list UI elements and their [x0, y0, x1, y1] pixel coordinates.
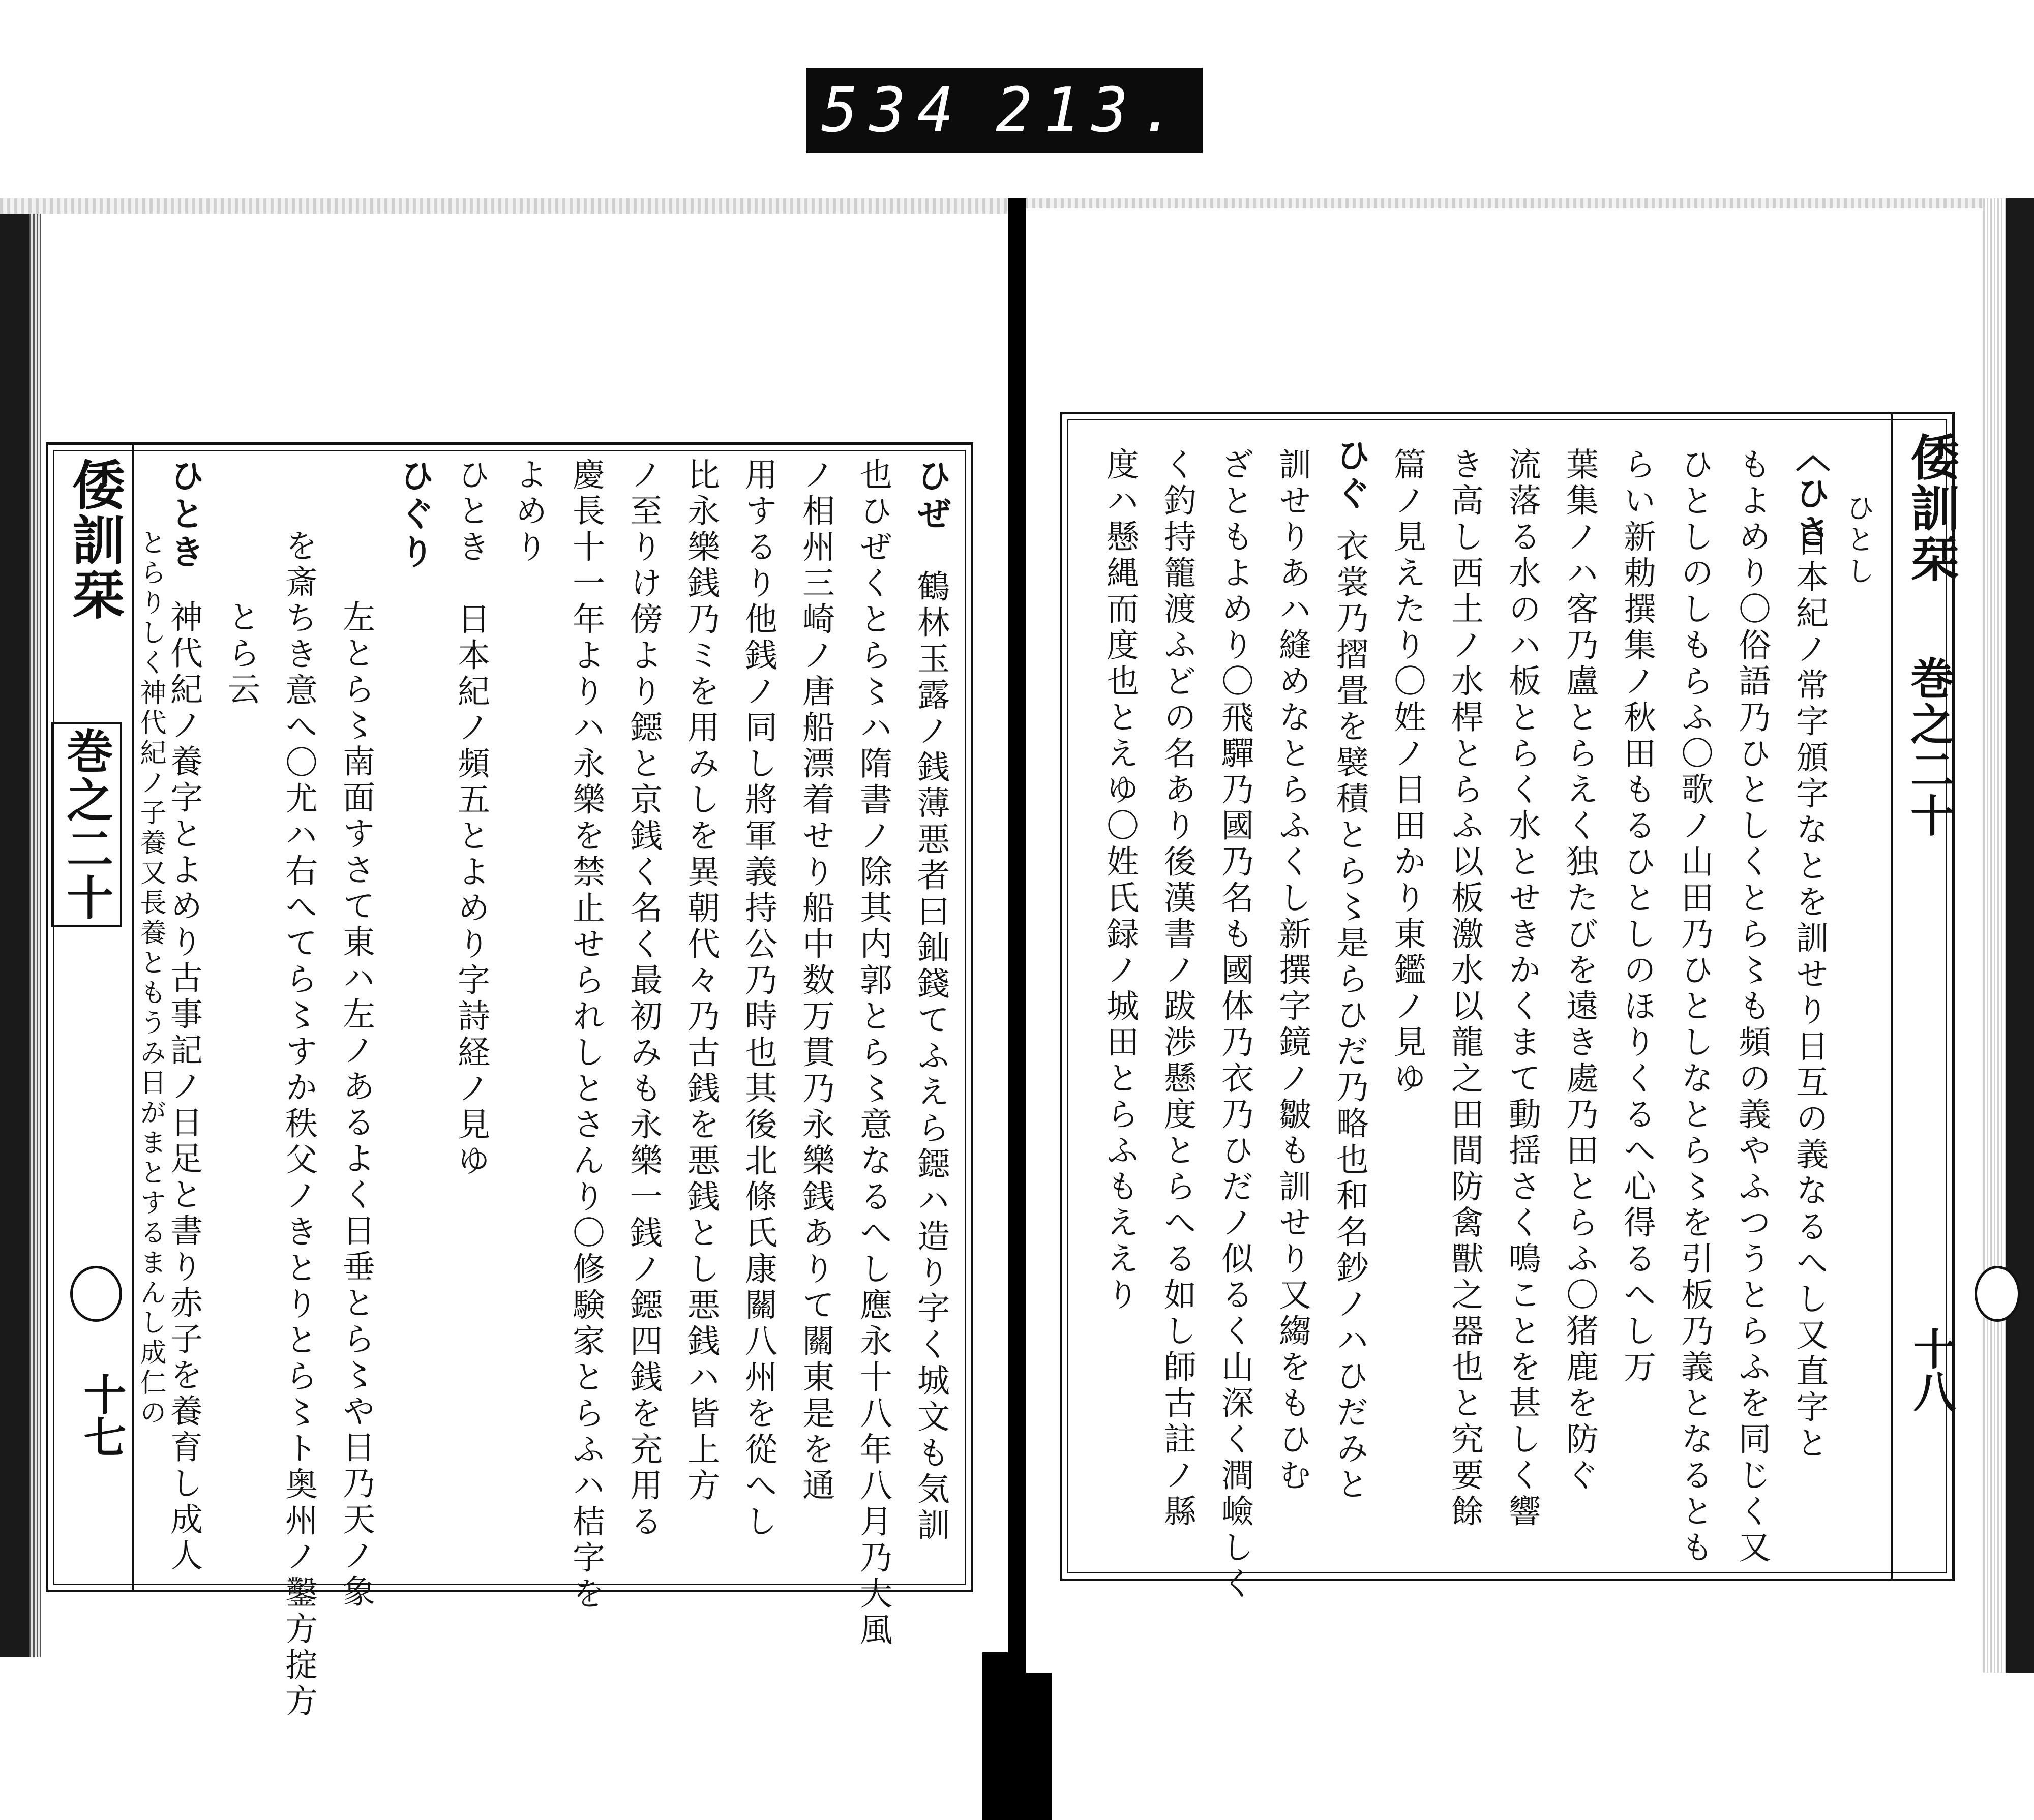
left-col-8: よめり — [510, 458, 547, 566]
left-col-10: ひぐり — [394, 458, 435, 572]
right-col-16: 度ハ懸縄而度也とえゆ〇姓氏録ノ城田とらふもええり — [1101, 447, 1139, 1314]
right-margin-title: 倭訓栞 — [1903, 432, 1960, 585]
right-col-4: もよめり〇俗語乃ひとしくとら〻も頻の義やふつうとらふを同じく又 — [1733, 447, 1771, 1566]
right-col-11: ひぐ — [1330, 437, 1371, 513]
left-col-1b: 鶴林玉露ノ銭薄悪者曰𨥉錢てふえら鐚ハ造り字く城文も気訓 — [912, 569, 949, 1544]
right-page-stack — [1983, 198, 2006, 1673]
left-page-number: 十七 — [77, 1373, 127, 1458]
left-binding-hole — [70, 1266, 122, 1322]
book-gutter — [1008, 198, 1026, 1678]
right-col-9: き高し西土ノ水桿とらふ以板激水以龍之田間防禽獸之器也と究要餘 — [1446, 447, 1483, 1530]
right-col-15: く釣持籠渡ふどの名あり後漢書ノ跋渉懸度とらへる如し師古註ノ縣 — [1158, 447, 1196, 1530]
book-spread — [0, 198, 2034, 1720]
right-col-10: 篇ノ見えたり〇姓ノ日田かり東鑑ノ見ゆ — [1388, 447, 1426, 1097]
right-binding-hole — [1975, 1266, 2020, 1322]
left-col-11: 左とら〻南面すさて東ハ左ノあるよく日垂とら〻や日乃天ノ象 — [337, 600, 375, 1611]
right-col-6: らい新勅撰集ノ秋田もるひとしのほりくるへ心得るへし万 — [1618, 447, 1656, 1386]
right-col-12: 衣裳乃摺畳を襞積とら〻是らひだ乃略也和名鈔ノハひだみと — [1331, 529, 1368, 1503]
left-col-12: を斎ちき意へ〇尤ハ右へてら〻すか秩父ノきとりとら〻ト奥州ノ鑿方掟方 — [280, 529, 317, 1720]
archive-number-left: 534 — [821, 75, 965, 146]
right-col-2: 〈ひさ — [1790, 437, 1831, 552]
right-col-7: 葉集ノハ客乃盧とらえく独たびを遠き處乃田とらふ〇猪鹿を防ぐ — [1561, 447, 1598, 1494]
left-col-16: とらりしく神代紀ノ子養又長養ともうみ日がまとするまんし成仁の — [135, 529, 166, 1429]
left-margin-title: 倭訓栞 — [63, 458, 126, 622]
archive-label — [806, 68, 1203, 153]
archive-number-right: 213. — [995, 75, 1187, 146]
right-col-8: 流落る水のハ板とらく水とせきかくまて動揺さく鳴ことを甚しく響 — [1503, 447, 1541, 1530]
left-col-13: とら云 — [222, 600, 260, 708]
right-page — [1026, 208, 1983, 1673]
gutter-tab — [982, 1652, 1052, 1820]
left-col-5: 比永樂銭乃ミを用みしを異朝代々乃古銭を悪銭とし悪銭ハ皆上方 — [682, 458, 720, 1504]
left-page — [41, 214, 1008, 1720]
right-col-13: 訓せりあハ縫めなとらふくし新撰字鏡ノ皺も訓せり又縐をもひむ — [1273, 447, 1311, 1494]
left-cover-edge — [0, 214, 29, 1657]
left-col-4: 用するり他銭ノ同し將軍義持公乃時也其後北條氏康關八州を從へし — [739, 458, 777, 1540]
left-page-stack — [29, 214, 41, 1657]
left-col-3: ノ相州三崎ノ唐船漂着せり船中数万貫乃永樂銭ありて關東是を通 — [797, 458, 834, 1504]
right-page-number: 十八 — [1906, 1327, 1957, 1412]
left-col-9: ひとき 日本紀ノ頻五とよめり字詩経ノ見ゆ — [452, 458, 490, 1179]
left-col-1: ひぜ — [911, 458, 952, 534]
right-cover-edge — [2006, 198, 2034, 1673]
left-col-6: ノ至りけ傍より鐚と京銭く名く最初みも永樂一銭ノ鐚四銭を充用る — [624, 458, 662, 1540]
left-col-7: 慶長十一年よりハ永樂を禁止せられしとさんり〇修験家とらふハ桔字を — [567, 458, 605, 1613]
right-col-1: ひとし — [1842, 493, 1875, 588]
left-volume-label: 巻之二十 — [51, 722, 122, 927]
left-col-14: ひとき — [164, 458, 205, 572]
right-col-5: ひとしのしもらふ〇歌ノ山田乃ひとしなとら〻を引板乃義となるとも — [1676, 447, 1713, 1566]
left-col-2: 也ひぜくとら〻ハ隋書ノ除其内郭とら〻意なるへし應永十八年八月乃大風 — [854, 458, 892, 1649]
right-volume-label: 巻之二十 — [1903, 656, 1954, 839]
left-col-15: 神代紀ノ養字とよめり古事記ノ日足と書り赤子を養育し成人 — [165, 600, 202, 1574]
right-col-3: 日本紀ノ常字頒字なとを訓せり日互の義なるへし又直字と — [1790, 524, 1828, 1462]
right-col-14: ざともよめり〇飛驒乃國乃名も國体乃衣乃ひだノ似るく山深く澗嶮しく — [1216, 447, 1253, 1602]
